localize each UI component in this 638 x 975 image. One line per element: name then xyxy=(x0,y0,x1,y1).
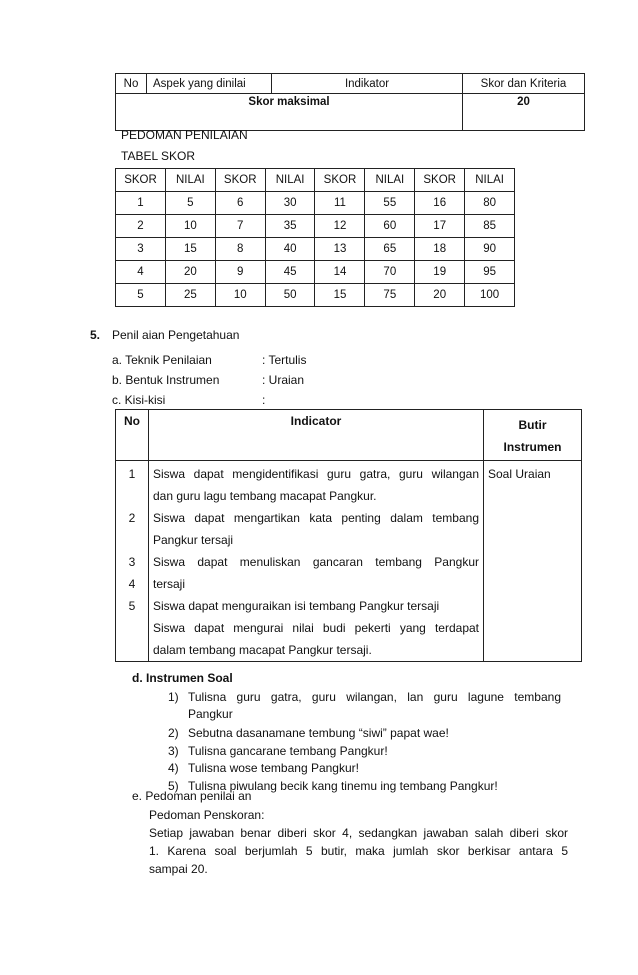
table-cell: 6 xyxy=(215,192,265,215)
table-row xyxy=(116,74,585,94)
table-cell: 2 xyxy=(116,215,166,238)
table-cell: 35 xyxy=(265,215,315,238)
pedoman-text-line: Setiap jawaban benar diberi skor 4, sedangkan jawaban salah diberi skor xyxy=(149,826,568,840)
item-number: 4) xyxy=(168,761,179,775)
header-cell: SKOR xyxy=(116,169,166,192)
table-cell: 5 xyxy=(165,192,215,215)
table-cell: 25 xyxy=(165,284,215,307)
table-cell: 85 xyxy=(465,215,515,238)
kisi-label: c. Kisi-kisi xyxy=(112,393,166,407)
table-cell: 20 xyxy=(415,284,465,307)
skor-maksimal-value: 20 xyxy=(463,94,585,131)
kisi-indicators xyxy=(149,461,484,662)
header-butir-instrumen xyxy=(484,410,582,461)
item-text: Tulisna piwulang becik kang tinemu ing tembang Pangkur! xyxy=(188,779,498,793)
bentuk-value: : Uraian xyxy=(262,373,305,387)
table-cell: 15 xyxy=(165,238,215,261)
list-item xyxy=(168,761,568,779)
item-text-cont: Pangkur xyxy=(188,707,233,721)
header-no: No xyxy=(116,410,149,461)
table-cell: 20 xyxy=(165,261,215,284)
table-cell: 12 xyxy=(315,215,365,238)
item-text: Tulisna gancarane tembang Pangkur! xyxy=(188,744,388,758)
butir-text: Soal Uraian xyxy=(488,467,551,481)
table-cell: 65 xyxy=(365,238,415,261)
header-cell: NILAI xyxy=(365,169,415,192)
header-indicator: Indicator xyxy=(149,410,484,461)
table-cell: 1 xyxy=(116,192,166,215)
table-cell: 18 xyxy=(415,238,465,261)
pedoman-penskoran-subtitle: Pedoman Penskoran: xyxy=(149,808,265,822)
indicator-line: tersaji xyxy=(153,577,186,591)
number-3: 3 xyxy=(128,555,136,569)
header-cell: SKOR xyxy=(215,169,265,192)
item-number: 2) xyxy=(168,726,179,740)
table-cell: 9 xyxy=(215,261,265,284)
skor-table xyxy=(115,168,515,307)
header-instrumen: Instrumen xyxy=(503,440,562,454)
header-cell: NILAI xyxy=(265,169,315,192)
table-cell: 75 xyxy=(365,284,415,307)
item-number: 3) xyxy=(168,744,179,758)
indicator-line: Pangkur tersaji xyxy=(153,533,234,547)
item-text: Tulisna guru gatra, guru wilangan, lan guru lagune tembang xyxy=(188,690,561,704)
table-row xyxy=(116,192,515,215)
tabel-skor-title: TABEL SKOR xyxy=(121,149,196,163)
item-number: 5) xyxy=(168,779,179,793)
table-cell: 14 xyxy=(315,261,365,284)
pedoman-text-line: 1. Karena soal berjumlah 5 butir, maka jumlah skor berkisar antara 5 xyxy=(149,844,568,858)
section-number: 5. xyxy=(90,328,101,342)
table-row xyxy=(116,461,582,662)
pedoman-penilaian-title: PEDOMAN PENILAIAN xyxy=(121,128,248,142)
header-no: No xyxy=(116,74,147,94)
table-cell: 80 xyxy=(465,192,515,215)
list-item xyxy=(168,726,568,744)
table-cell: 7 xyxy=(215,215,265,238)
list-item xyxy=(168,690,568,726)
table-cell: 19 xyxy=(415,261,465,284)
number-4: 4 xyxy=(128,577,136,591)
header-cell: NILAI xyxy=(465,169,515,192)
table-cell: 11 xyxy=(315,192,365,215)
table-cell: 30 xyxy=(265,192,315,215)
table-cell: 8 xyxy=(215,238,265,261)
number-5: 5 xyxy=(128,599,136,613)
header-cell: SKOR xyxy=(415,169,465,192)
table-cell: 5 xyxy=(116,284,166,307)
table-cell: 45 xyxy=(265,261,315,284)
table-row xyxy=(116,215,515,238)
table-cell: 16 xyxy=(415,192,465,215)
table-cell: 55 xyxy=(365,192,415,215)
pedoman-text-line: sampai 20. xyxy=(149,862,208,876)
table-cell: 4 xyxy=(116,261,166,284)
kisi-numbers xyxy=(116,461,149,662)
table-cell: 70 xyxy=(365,261,415,284)
indicator-line: Siswa dapat menguraikan isi tembang Pangkur tersaji xyxy=(153,599,440,613)
table-cell: 100 xyxy=(465,284,515,307)
table-row xyxy=(116,169,515,192)
pedoman-penilaian-heading: e. Pedoman penilai an xyxy=(132,789,252,803)
header-cell: NILAI xyxy=(165,169,215,192)
header-cell: SKOR xyxy=(315,169,365,192)
header-indikator: Indikator xyxy=(272,74,463,94)
number-2: 2 xyxy=(128,511,136,525)
instrumen-title: d. Instrumen Soal xyxy=(132,671,233,685)
butir-instrumen-value xyxy=(484,461,582,662)
item-text: Sebutna dasanamane tembung “siwi” papat wae! xyxy=(188,726,449,740)
item-number: 1) xyxy=(168,690,179,704)
indicator-line: Siswa dapat menuliskan gancaran tembang Pangkur xyxy=(153,555,479,569)
table-cell: 10 xyxy=(165,215,215,238)
table-cell: 40 xyxy=(265,238,315,261)
header-skor-kriteria: Skor dan Kriteria xyxy=(463,74,585,94)
bentuk-label: b. Bentuk Instrumen xyxy=(112,373,220,387)
table-cell: 95 xyxy=(465,261,515,284)
number-1: 1 xyxy=(128,467,136,481)
indicator-line: dalam tembang macapat Pangkur tersaji. xyxy=(153,643,372,657)
table-cell: 50 xyxy=(265,284,315,307)
table-row xyxy=(116,284,515,307)
table-cell: 90 xyxy=(465,238,515,261)
skor-maksimal-label: Skor maksimal xyxy=(116,94,463,131)
table-row xyxy=(116,410,582,461)
table-cell: 10 xyxy=(215,284,265,307)
table-row xyxy=(116,261,515,284)
table-cell: 13 xyxy=(315,238,365,261)
table-row xyxy=(116,238,515,261)
kisi-kisi-table xyxy=(115,409,582,662)
indicator-summary-table xyxy=(115,73,585,131)
indicator-line: Siswa dapat mengidentifikasi guru gatra, guru wilangan xyxy=(153,467,479,481)
indicator-line: Siswa dapat mengartikan kata penting dalam tembang xyxy=(153,511,479,525)
instrumen-list xyxy=(168,690,568,796)
table-cell: 3 xyxy=(116,238,166,261)
table-row xyxy=(116,94,585,131)
list-item xyxy=(168,744,568,761)
header-butir: Butir xyxy=(518,418,547,432)
table-cell: 60 xyxy=(365,215,415,238)
header-aspek: Aspek yang dinilai xyxy=(147,74,272,94)
item-text: Tulisna wose tembang Pangkur! xyxy=(188,761,359,775)
table-cell: 15 xyxy=(315,284,365,307)
section-title: Penil aian Pengetahuan xyxy=(112,328,240,342)
table-cell: 17 xyxy=(415,215,465,238)
indicator-line: Siswa dapat mengurai nilai budi pekerti yang terdapat xyxy=(153,621,479,635)
teknik-value: : Tertulis xyxy=(262,353,307,367)
teknik-label: a. Teknik Penilaian xyxy=(112,353,212,367)
indicator-line: dan guru lagu tembang macapat Pangkur. xyxy=(153,489,377,503)
kisi-value: : xyxy=(262,393,266,407)
